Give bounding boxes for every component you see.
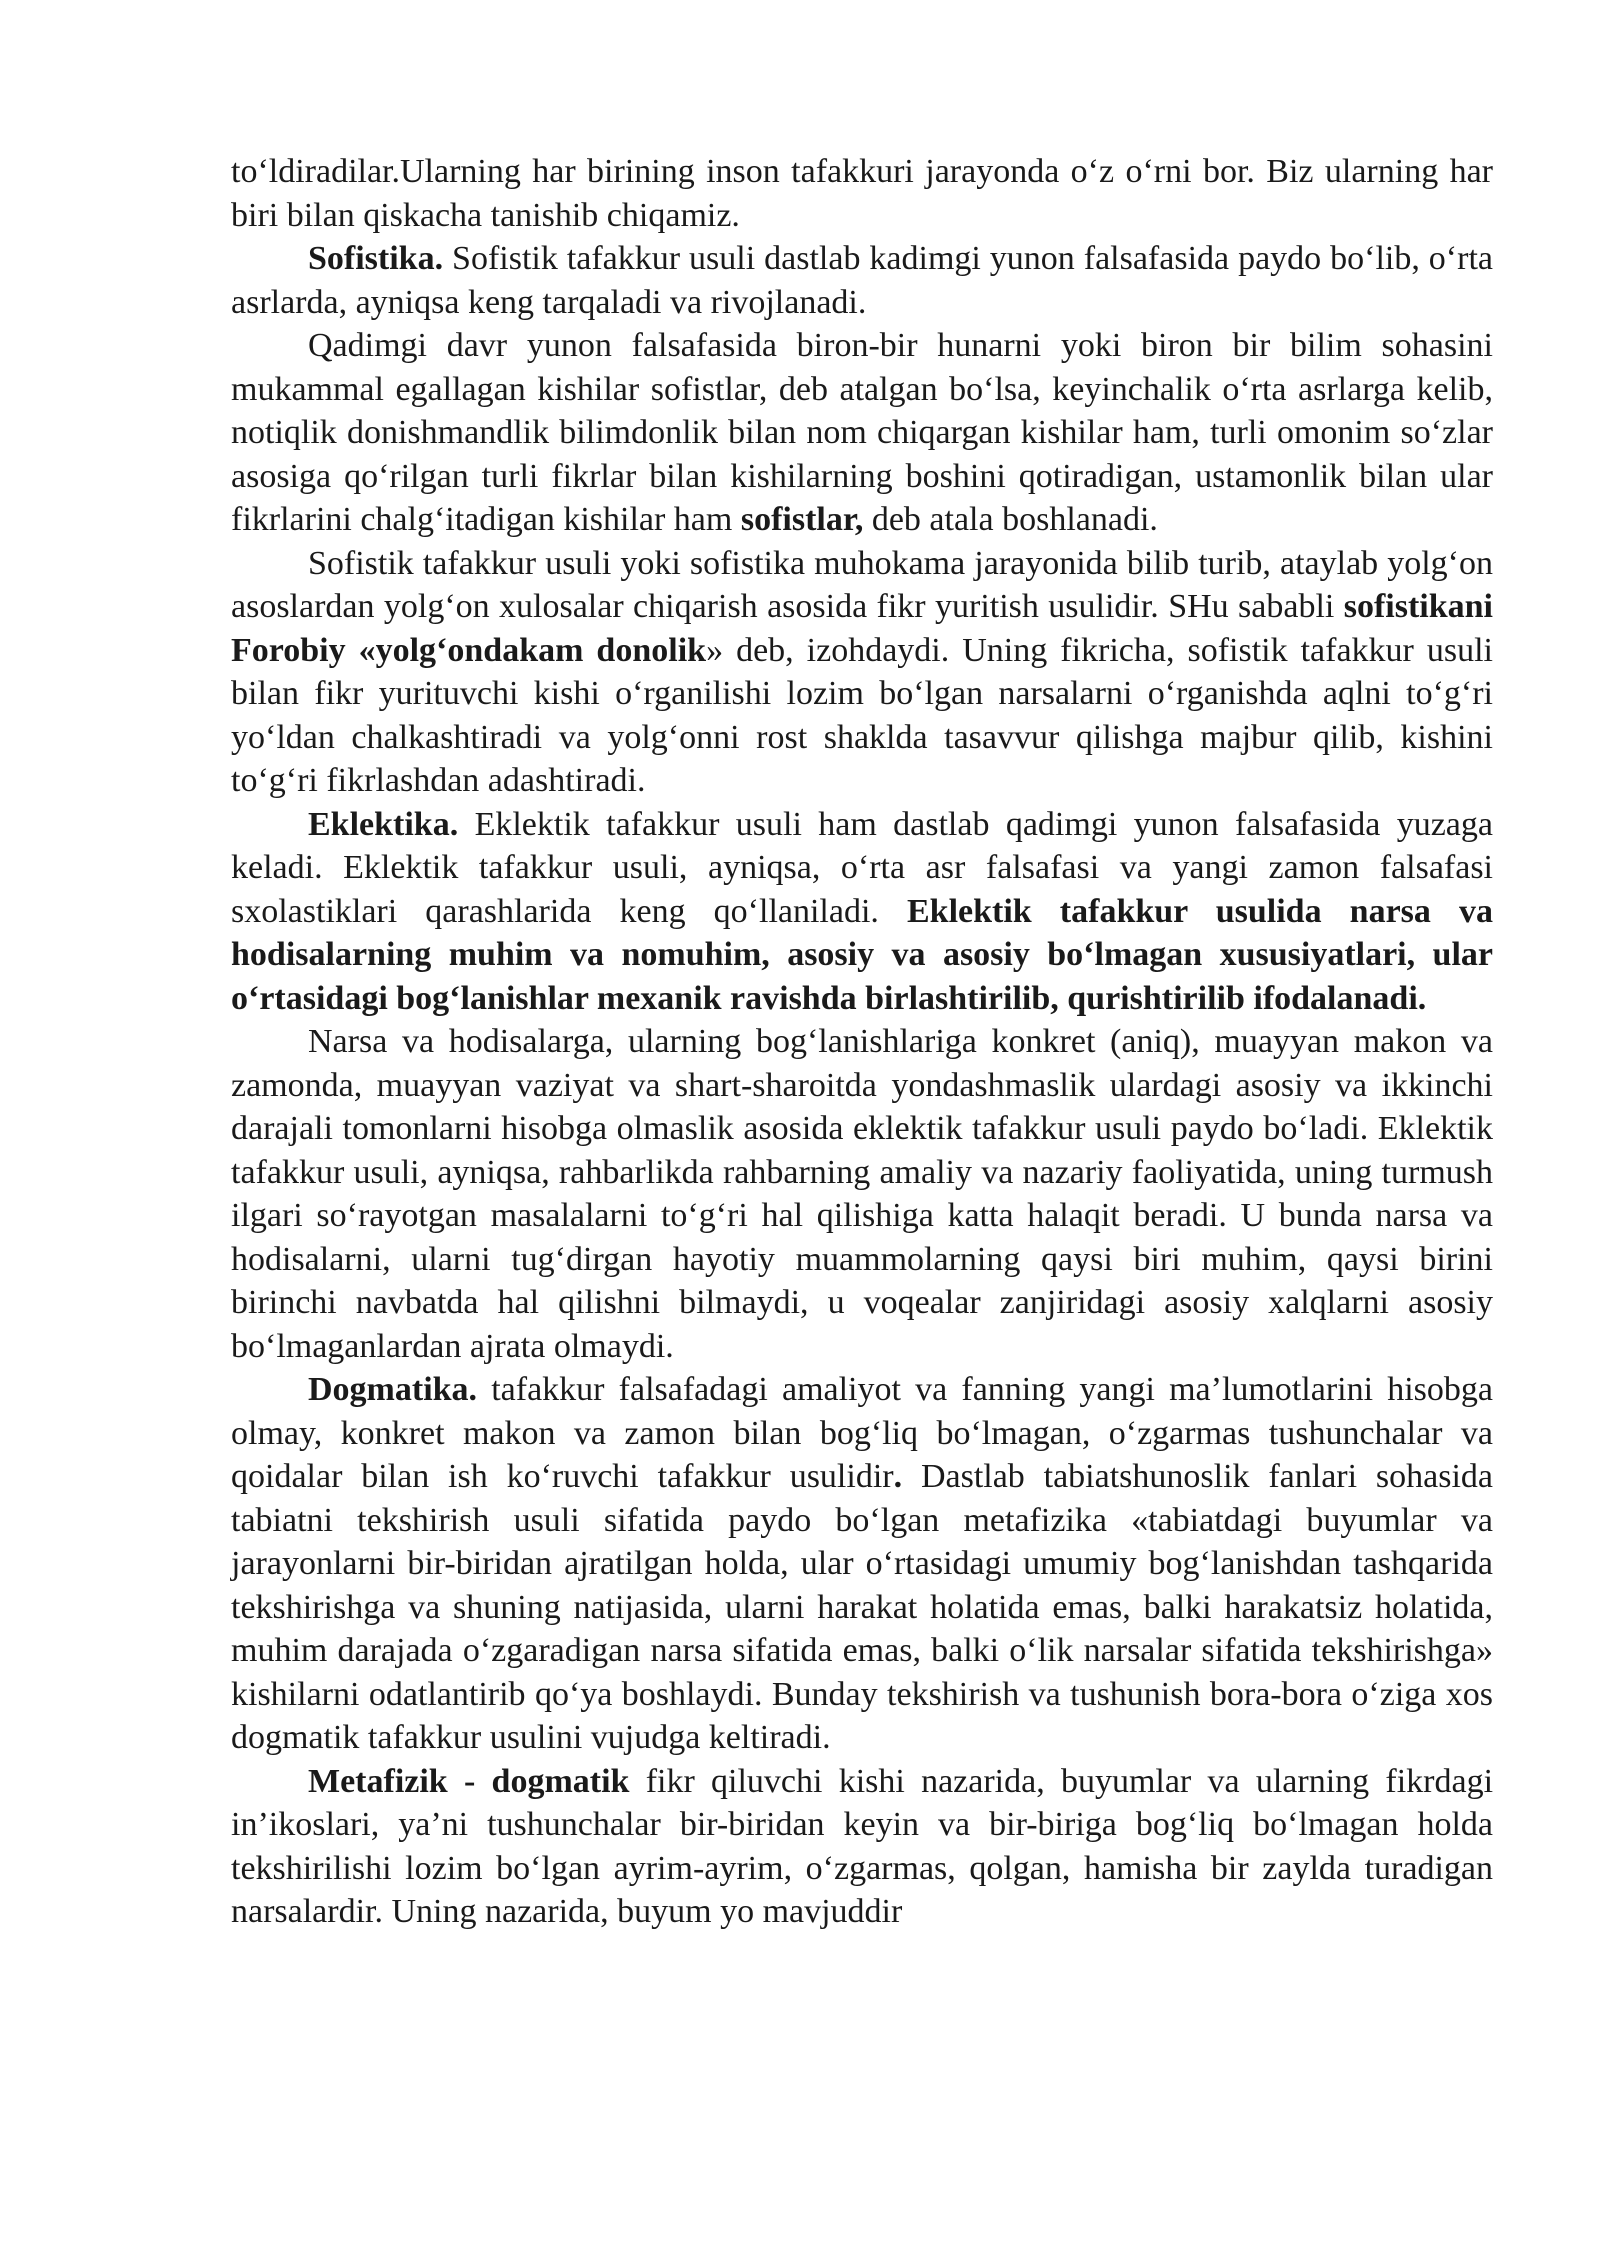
text-run: tafakkur falsafadagi amaliyot va fanning yangi ma’lumotlarini hisobga olmay, konkret makon va zamon bilan bog‘liq bo‘lmagan, o‘zgarmas tushunchalar va qoidalar bilan ish ko‘ruvchi tafakkur usulidir bbox=[231, 1371, 1493, 1495]
paragraph-eklektika bbox=[231, 803, 1493, 1021]
paragraph-metafizik bbox=[231, 1760, 1493, 1934]
term-sofistika: Sofistika. bbox=[308, 240, 444, 277]
paragraph-intro bbox=[231, 150, 1493, 237]
paragraph-sofistika bbox=[231, 237, 1493, 324]
text-run: fikr qiluvchi kishi nazarida, buyumlar va ularning fikrdagi in’ikoslari, ya’ni tushunchalar bir-biridan keyin va bir-biriga bog‘liq bo‘lmagan holda tekshirilishi lozim bo‘lgan ayrim-ayrim, o‘zgarmas, qolgan, hamisha bir zaylda turadigan narsalardir. Uning nazarida, buyum yo mavjuddir bbox=[231, 1762, 1494, 1930]
text-run: Sofistik tafakkur usuli dastlab kadimgi yunon falsafasida paydo bo‘lib, o‘rta asrlarda, ayniqsa keng tarqaladi va rivojlanadi. bbox=[231, 240, 1493, 321]
paragraph-sofistik-usul bbox=[231, 542, 1493, 803]
text-run: Eklektik tafakkur usuli ham dastlab qadimgi yunon falsafasida yuzaga keladi. Eklektik tafakkur usuli, ayniqsa, o‘rta asr falsafasi va yangi zamon falsafasi sxolastiklari qarashlarida keng qo‘llaniladi. bbox=[231, 805, 1493, 930]
term-forobiy: sofistikani Forobiy «yolg‘ondakam donolik bbox=[231, 588, 1493, 669]
text-run: Narsa va hodisalarga, ularning bog‘lanishlariga konkret (aniq), muayyan makon va zamonda, muayyan vaziyat va shart-sharoitda yondashmaslik ulardagi asosiy va ikkinchi darajali tomonlarni hisobga olmaslik asosida eklektik tafakkur usuli paydo bo‘ladi. Eklektik tafakkur usuli, ayniqsa, rahbarlikda rahbarning amaliy va nazariy faoliyatida, uning turmush ilgari so‘rayotgan masalalarni to‘g‘ri hal qilishiga katta halaqit beradi. U bunda narsa va hodisalarni, ularni tug‘dirgan hayotiy muammolarning qaysi biri muhim, qaysi birini birinchi navbatda hal qilishni bilmaydi, u voqealar zanjiridagi asosiy xalqlarni asosiy bo‘lmaganlardan ajrata olmaydi. bbox=[231, 1023, 1493, 1365]
definition-eklektik: Eklektik tafakkur usulida narsa va hodisalarning muhim va nomuhim, asosiy va asosiy bo‘lmagan xususiyatlari, ular o‘rtasidagi bog‘lanishlar mexanik ravishda birlashtirilib, qurishtirilib ifodalanadi. bbox=[231, 892, 1493, 1017]
text-run: to‘ldiradilar.Ularning har birining inson tafakkuri jarayonda o‘z o‘rni bor. Biz ularning har biri bilan qiskacha tanishib chiqamiz. bbox=[231, 153, 1493, 234]
text-run: Sofistik tafakkur usuli yoki sofistika muhokama jarayonida bilib turib, ataylab yolg‘on asoslardan yolg‘on xulosalar chiqarish asosida fikr yuritish usulidir. SHu sababli bbox=[231, 544, 1493, 625]
paragraph-dogmatika bbox=[231, 1368, 1493, 1760]
paragraph-narsa-hodisalar bbox=[231, 1020, 1493, 1368]
paragraph-qadimgi bbox=[231, 324, 1493, 542]
bold-period: . bbox=[893, 1458, 903, 1495]
term-dogmatika: Dogmatika. bbox=[308, 1371, 478, 1408]
text-run: deb atala boshlanadi. bbox=[863, 501, 1158, 538]
term-metafizik-dogmatik: Metafizik - dogmatik bbox=[308, 1762, 630, 1800]
text-run: » deb, izohdaydi. Uning fikricha, sofistik tafakkur usuli bilan fikr yurituvchi kishi o‘rganilishi lozim bo‘lgan narsalarni o‘rganishda aqlni to‘g‘ri yo‘ldan chalkashtiradi va yolg‘onni rost shaklda tasavvur qilishga majbur qilib, kishini to‘g‘ri fikrlashdan adashtiradi. bbox=[231, 631, 1494, 799]
document-page bbox=[231, 150, 1493, 1934]
text-run: Dastlab tabiatshunoslik fanlari sohasida tabiatni tekshirish usuli sifatida paydo bo‘lgan metafizika «tabiatdagi buyumlar va jarayonlarni bir-biridan ajratilgan holda, ular o‘rtasidagi umumiy bog‘lanishdan tashqarida tekshirishga va shuning natijasida, ularni harakat holatida emas, balki harakatsiz holatida, muhim darajada o‘zgaradigan narsa sifatida emas, balki o‘lik narsalar sifatida tekshirishga» kishilarni odatlantirib qo‘ya boshlaydi. Bunday tekshirish va tushunish bora-bora o‘ziga xos dogmatik tafakkur usulini vujudga keltiradi. bbox=[231, 1458, 1494, 1756]
term-eklektika: Eklektika. bbox=[308, 805, 459, 843]
term-sofistlar: sofistlar, bbox=[740, 501, 864, 538]
text-run: Qadimgi davr yunon falsafasida biron-bir hunarni yoki biron bir bilim sohasini mukammal egallagan kishilar sofistlar, deb atalgan bo‘lsa, keyinchalik o‘rta asrlarga kelib, notiqlik donishmandlik bilimdonlik bilan nom chiqargan kishilar ham, turli omonim so‘zlar asosiga qo‘rilgan turli fikrlar bilan kishilarning boshini qotiradigan, ustamonlik bilan ular fikrlarini chalg‘itadigan kishilar ham bbox=[231, 327, 1493, 538]
